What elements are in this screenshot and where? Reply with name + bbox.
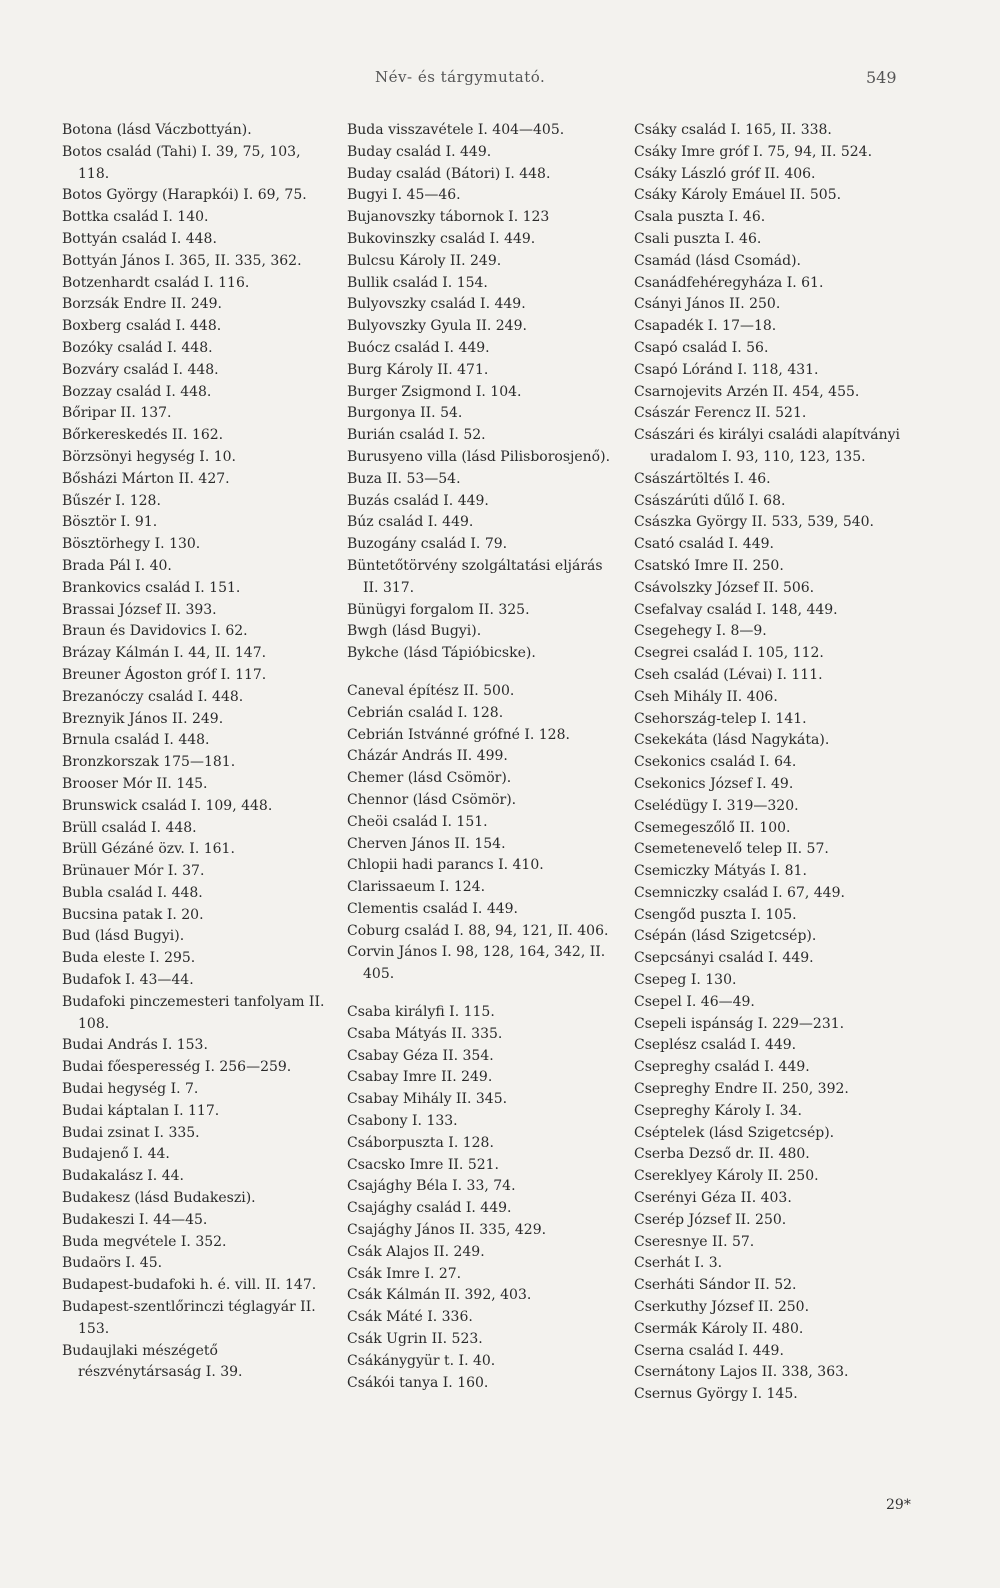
index-entry: Burusyeno villa (lásd Pilisborosjenő). [347,448,611,465]
index-entry: Chlopii hadi parancs I. 410. [347,857,544,874]
index-entry: Buza II. 53—54. [347,470,461,487]
index-entry: Braun és Davidovics I. 62. [62,623,248,640]
index-entry: Burger Zsigmond I. 104. [347,383,522,400]
index-entry: Csepcsányi család I. 449. [634,950,814,967]
index-entry: Csali puszta I. 46. [634,230,762,247]
index-entry: Cserkuthy József II. 250. [634,1299,810,1316]
index-entry: Bűszér I. 128. [62,492,161,509]
index-entry: Börzsönyi hegység I. 10. [62,448,237,465]
printer-signature-mark: 29* [886,1497,911,1513]
index-entry: Budaörs I. 45. [62,1255,163,1272]
index-entry: Brooser Mór II. 145. [62,775,208,792]
index-entry: Császár Ferencz II. 521. [634,405,807,422]
index-entry: Cserép József II. 250. [634,1211,787,1228]
index-entry: Csermák Károly II. 480. [634,1320,804,1337]
index-entry: Csala puszta I. 46. [634,209,766,226]
index-entry: Cseresnye II. 57. [634,1233,755,1250]
index-entry: Bozóky család I. 448. [62,339,213,356]
index-entry: Csacsko Imre II. 521. [347,1156,499,1173]
index-entry: Csákói tanya I. 160. [347,1374,489,1391]
index-entry: Csehország-telep I. 141. [634,710,807,727]
section-gap [347,986,622,1002]
index-entry: Brüll család I. 448. [62,819,197,836]
page-number: 549 [866,68,897,87]
index-entry: Csaba Mátyás II. 335. [347,1025,503,1042]
index-entry: Csapó Lóránd I. 118, 431. [634,361,819,378]
index-entry: Csabony I. 133. [347,1113,458,1130]
index-entry: Csepreghy Károly I. 34. [634,1102,802,1119]
index-column-3 [634,120,904,1406]
index-entry: Csatskó Imre II. 250. [634,557,784,574]
index-entry: Csengőd puszta I. 105. [634,906,797,923]
index-entry: Corvin János I. 98, 128, 164, 342, II. 405. [347,944,606,983]
index-entry: Bulcsu Károly II. 249. [347,252,502,269]
index-entry: Cseh család (Lévai) I. 111. [634,666,823,683]
index-entry: Csáky Károly Emáuel II. 505. [634,187,842,204]
index-entry: Bwgh (lásd Bugyi). [347,623,482,640]
index-entry: Botona (lásd Váczbottyán). [62,122,252,138]
index-entry: Bösztörhegy I. 130. [62,536,201,553]
index-entry: Csernátony Lajos II. 338, 363. [634,1364,849,1381]
index-entry: Bősházi Márton II. 427. [62,470,230,487]
index-entry: Brunswick család I. 109, 448. [62,797,273,814]
index-entry: Bünügyi forgalom II. 325. [347,601,530,618]
index-entry: Csapó család I. 56. [634,339,769,356]
index-entry: Bujanovszky tábornok I. 123 [347,209,550,226]
index-entry: Buzogány család I. 79. [347,536,508,553]
index-entry: Bucsina patak I. 20. [62,906,204,923]
index-entry: Csarnojevits Arzén II. 454, 455. [634,383,860,400]
index-entry: Budakeszi I. 44—45. [62,1211,208,1228]
index-entry: Bottyán család I. 448. [62,230,217,247]
index-entry: Csegehegy I. 8—9. [634,623,767,640]
index-entry: Csepreghy Endre II. 250, 392. [634,1081,849,1098]
index-entry: Cserhát I. 3. [634,1255,723,1272]
index-entry: Chemer (lásd Csömör). [347,770,512,787]
index-entry: Cebrián család I. 128. [347,704,504,721]
index-entry: Buócz család I. 449. [347,339,490,356]
index-entry: Bulyovszky család I. 449. [347,296,526,313]
index-entry: Burián család I. 52. [347,427,486,444]
index-entry: Brezanóczy család I. 448. [62,688,244,705]
index-entry: Csányi János II. 250. [634,296,781,313]
index-entry: Brüll Gézáné özv. I. 161. [62,841,235,858]
index-entry: Bulyovszky Gyula II. 249. [347,318,527,335]
index-entry: Bozzay család I. 448. [62,383,212,400]
index-entry: Csák Alajos II. 249. [347,1243,485,1260]
index-entry: Brankovics család I. 151. [62,579,241,596]
index-entry: Cserba Dezső dr. II. 480. [634,1146,810,1163]
index-entry: Budafok I. 43—44. [62,972,194,989]
index-entry: Csák Ugrin II. 523. [347,1331,483,1348]
index-entry: Császárúti dűlő I. 68. [634,492,786,509]
index-entry: Budafoki pinczemesteri tanfolyam II. 108. [62,993,325,1032]
index-entry: Buday család I. 449. [347,143,492,160]
index-entry: Búz család I. 449. [347,514,474,531]
index-entry: Csekonics József I. 49. [634,775,794,792]
running-title: Név- és tárgymutató. [375,68,546,86]
index-entry: Bubla család I. 448. [62,884,203,901]
index-entry: Csajághy család I. 449. [347,1200,512,1217]
index-entry: Cházár András II. 499. [347,748,508,765]
index-entry: Csákánygyür t. I. 40. [347,1352,496,1369]
index-entry: Csató család I. 449. [634,536,774,553]
index-column-1 [62,120,332,1384]
index-entry: Bukovinszky család I. 449. [347,230,536,247]
index-entry: Cserna család I. 449. [634,1342,784,1359]
index-entry: Brnula család I. 448. [62,732,210,749]
index-entry: Buda visszavétele I. 404—405. [347,122,565,138]
index-entry: Chennor (lásd Csömör). [347,791,517,808]
index-entry: Clementis család I. 449. [347,900,519,917]
index-entry: Breuner Ágoston gróf I. 117. [62,666,267,683]
index-entry: Buda eleste I. 295. [62,950,196,967]
index-entry: Burg Károly II. 471. [347,361,489,378]
index-entry: Bottyán János I. 365, II. 335, 362. [62,252,302,269]
index-entry: Csemniczky család I. 67, 449. [634,884,845,901]
index-entry: Csávolszky József II. 506. [634,579,815,596]
index-entry: Budakalász I. 44. [62,1168,184,1185]
index-entry: Borzsák Endre II. 249. [62,296,223,313]
index-entry: Botos család (Tahi) I. 39, 75, 103, 118. [62,143,301,182]
index-entry: Bottka család I. 140. [62,209,209,226]
index-entry: Buda megvétele I. 352. [62,1233,227,1250]
page-header [0,68,1000,92]
index-entry: Brada Pál I. 40. [62,557,172,574]
index-entry: Budai zsinat I. 335. [62,1124,200,1141]
index-entry: Csabay Mihály II. 345. [347,1091,508,1108]
index-entry: Csepel I. 46—49. [634,993,755,1010]
index-entry: Csaba királyfi I. 115. [347,1004,495,1021]
index-entry: Budai hegység I. 7. [62,1081,199,1098]
index-entry: Budajenő I. 44. [62,1146,170,1163]
index-entry: Budapest-budafoki h. é. vill. II. 147. [62,1277,317,1294]
index-entry: Csabay Géza II. 354. [347,1047,494,1064]
index-column-2 [347,120,622,1394]
index-entry: Csanádfehéregyháza I. 61. [634,274,824,291]
index-entry: Bullik család I. 154. [347,274,488,291]
index-entry: Cserényi Géza II. 403. [634,1190,792,1207]
index-entry: Cseplész család I. 449. [634,1037,797,1054]
index-entry: Csepeg I. 130. [634,972,737,989]
index-entry: Budai káptalan I. 117. [62,1102,220,1119]
index-entry: Coburg család I. 88, 94, 121, II. 406. [347,922,609,939]
index-entry: Cebrián Istvánné grófné I. 128. [347,726,570,743]
index-entry: Botzenhardt család I. 116. [62,274,250,291]
index-entry: Csépán (lásd Szigetcsép). [634,928,817,945]
index-entry: Csefalvay család I. 148, 449. [634,601,838,618]
index-entry: Cselédügy I. 319—320. [634,797,799,814]
index-entry: Csamád (lásd Csomád). [634,252,801,269]
index-entry: Budaujlaki mészégető részvénytársaság I. 39. [62,1342,243,1381]
index-entry: Brünauer Mór I. 37. [62,863,205,880]
index-entry: Brassai József II. 393. [62,601,217,618]
index-entry: Csajághy János II. 335, 429. [347,1222,547,1239]
index-entry: Bykche (lásd Tápióbicske). [347,645,536,662]
index-entry: Csernus György I. 145. [634,1386,798,1403]
index-entry: Caneval építész II. 500. [347,682,515,699]
index-entry: Budapest-szentlőrinczi téglagyár II. 153. [62,1299,316,1337]
index-entry: Csáky család I. 165, II. 338. [634,122,832,138]
index-entry: Breznyik János II. 249. [62,710,224,727]
index-entry: Buzás család I. 449. [347,492,489,509]
index-entry: Boxberg család I. 448. [62,318,222,335]
index-entry: Bösztör I. 91. [62,514,158,531]
index-entry: Császári és királyi családi alapítványi uradalom I. 93, 110, 123, 135. [634,427,900,465]
index-entry: Császártöltés I. 46. [634,470,771,487]
index-entry: Csák Imre I. 27. [347,1265,462,1282]
section-gap [347,665,622,681]
index-entry: Clarissaeum I. 124. [347,879,486,896]
index-entry: Csabay Imre II. 249. [347,1069,493,1086]
index-entry: Cséptelek (lásd Szigetcsép). [634,1124,835,1141]
index-entry: Cserháti Sándor II. 52. [634,1277,797,1294]
index-entry: Csepeli ispánság I. 229—231. [634,1015,845,1032]
index-entry: Csáky László gróf II. 406. [634,165,816,182]
index-entry: Bőrkereskedés II. 162. [62,427,224,444]
index-entry: Brázay Kálmán I. 44, II. 147. [62,645,267,662]
index-entry: Cseh Mihály II. 406. [634,688,778,705]
index-entry: Csák Máté I. 336. [347,1309,473,1326]
index-entry: Csemiczky Mátyás I. 81. [634,863,807,880]
index-entry: Burgonya II. 54. [347,405,463,422]
index-entry: Csegrei család I. 105, 112. [634,645,824,662]
index-entry: Császka György II. 533, 539, 540. [634,514,874,531]
index-entry: Csekekáta (lásd Nagykáta). [634,732,830,749]
index-entry: Csák Kálmán II. 392, 403. [347,1287,532,1304]
index-entry: Csajághy Béla I. 33, 74. [347,1178,516,1195]
index-entry: Büntetőtörvény szolgáltatási eljárás II. 317. [347,557,603,596]
index-entry: Csepreghy család I. 449. [634,1059,810,1076]
index-entry: Buday család (Bátori) I. 448. [347,165,551,182]
index-entry: Bud (lásd Bugyi). [62,928,185,945]
index-entry: Csemetenevelő telep II. 57. [634,841,829,858]
index-entry: Csáborpuszta I. 128. [347,1134,494,1151]
index-entry: Budai András I. 153. [62,1037,208,1054]
index-entry: Budakesz (lásd Budakeszi). [62,1190,256,1207]
index-entry: Bugyi I. 45—46. [347,187,461,204]
index-entry: Bőripar II. 137. [62,405,172,422]
index-entry: Csáky Imre gróf I. 75, 94, II. 524. [634,143,873,160]
index-entry: Csereklyey Károly II. 250. [634,1168,819,1185]
index-entry: Csekonics család I. 64. [634,754,797,771]
index-entry: Budai főesperesség I. 256—259. [62,1059,292,1076]
index-entry: Csemegeszőlő II. 100. [634,819,791,836]
index-entry: Cheöi család I. 151. [347,813,488,830]
index-entry: Bozváry család I. 448. [62,361,219,378]
index-entry: Cherven János II. 154. [347,835,506,852]
index-entry: Botos György (Harapkói) I. 69, 75. [62,187,307,204]
index-entry: Csapadék I. 17—18. [634,318,777,335]
index-entry: Bronzkorszak 175—181. [62,754,236,771]
